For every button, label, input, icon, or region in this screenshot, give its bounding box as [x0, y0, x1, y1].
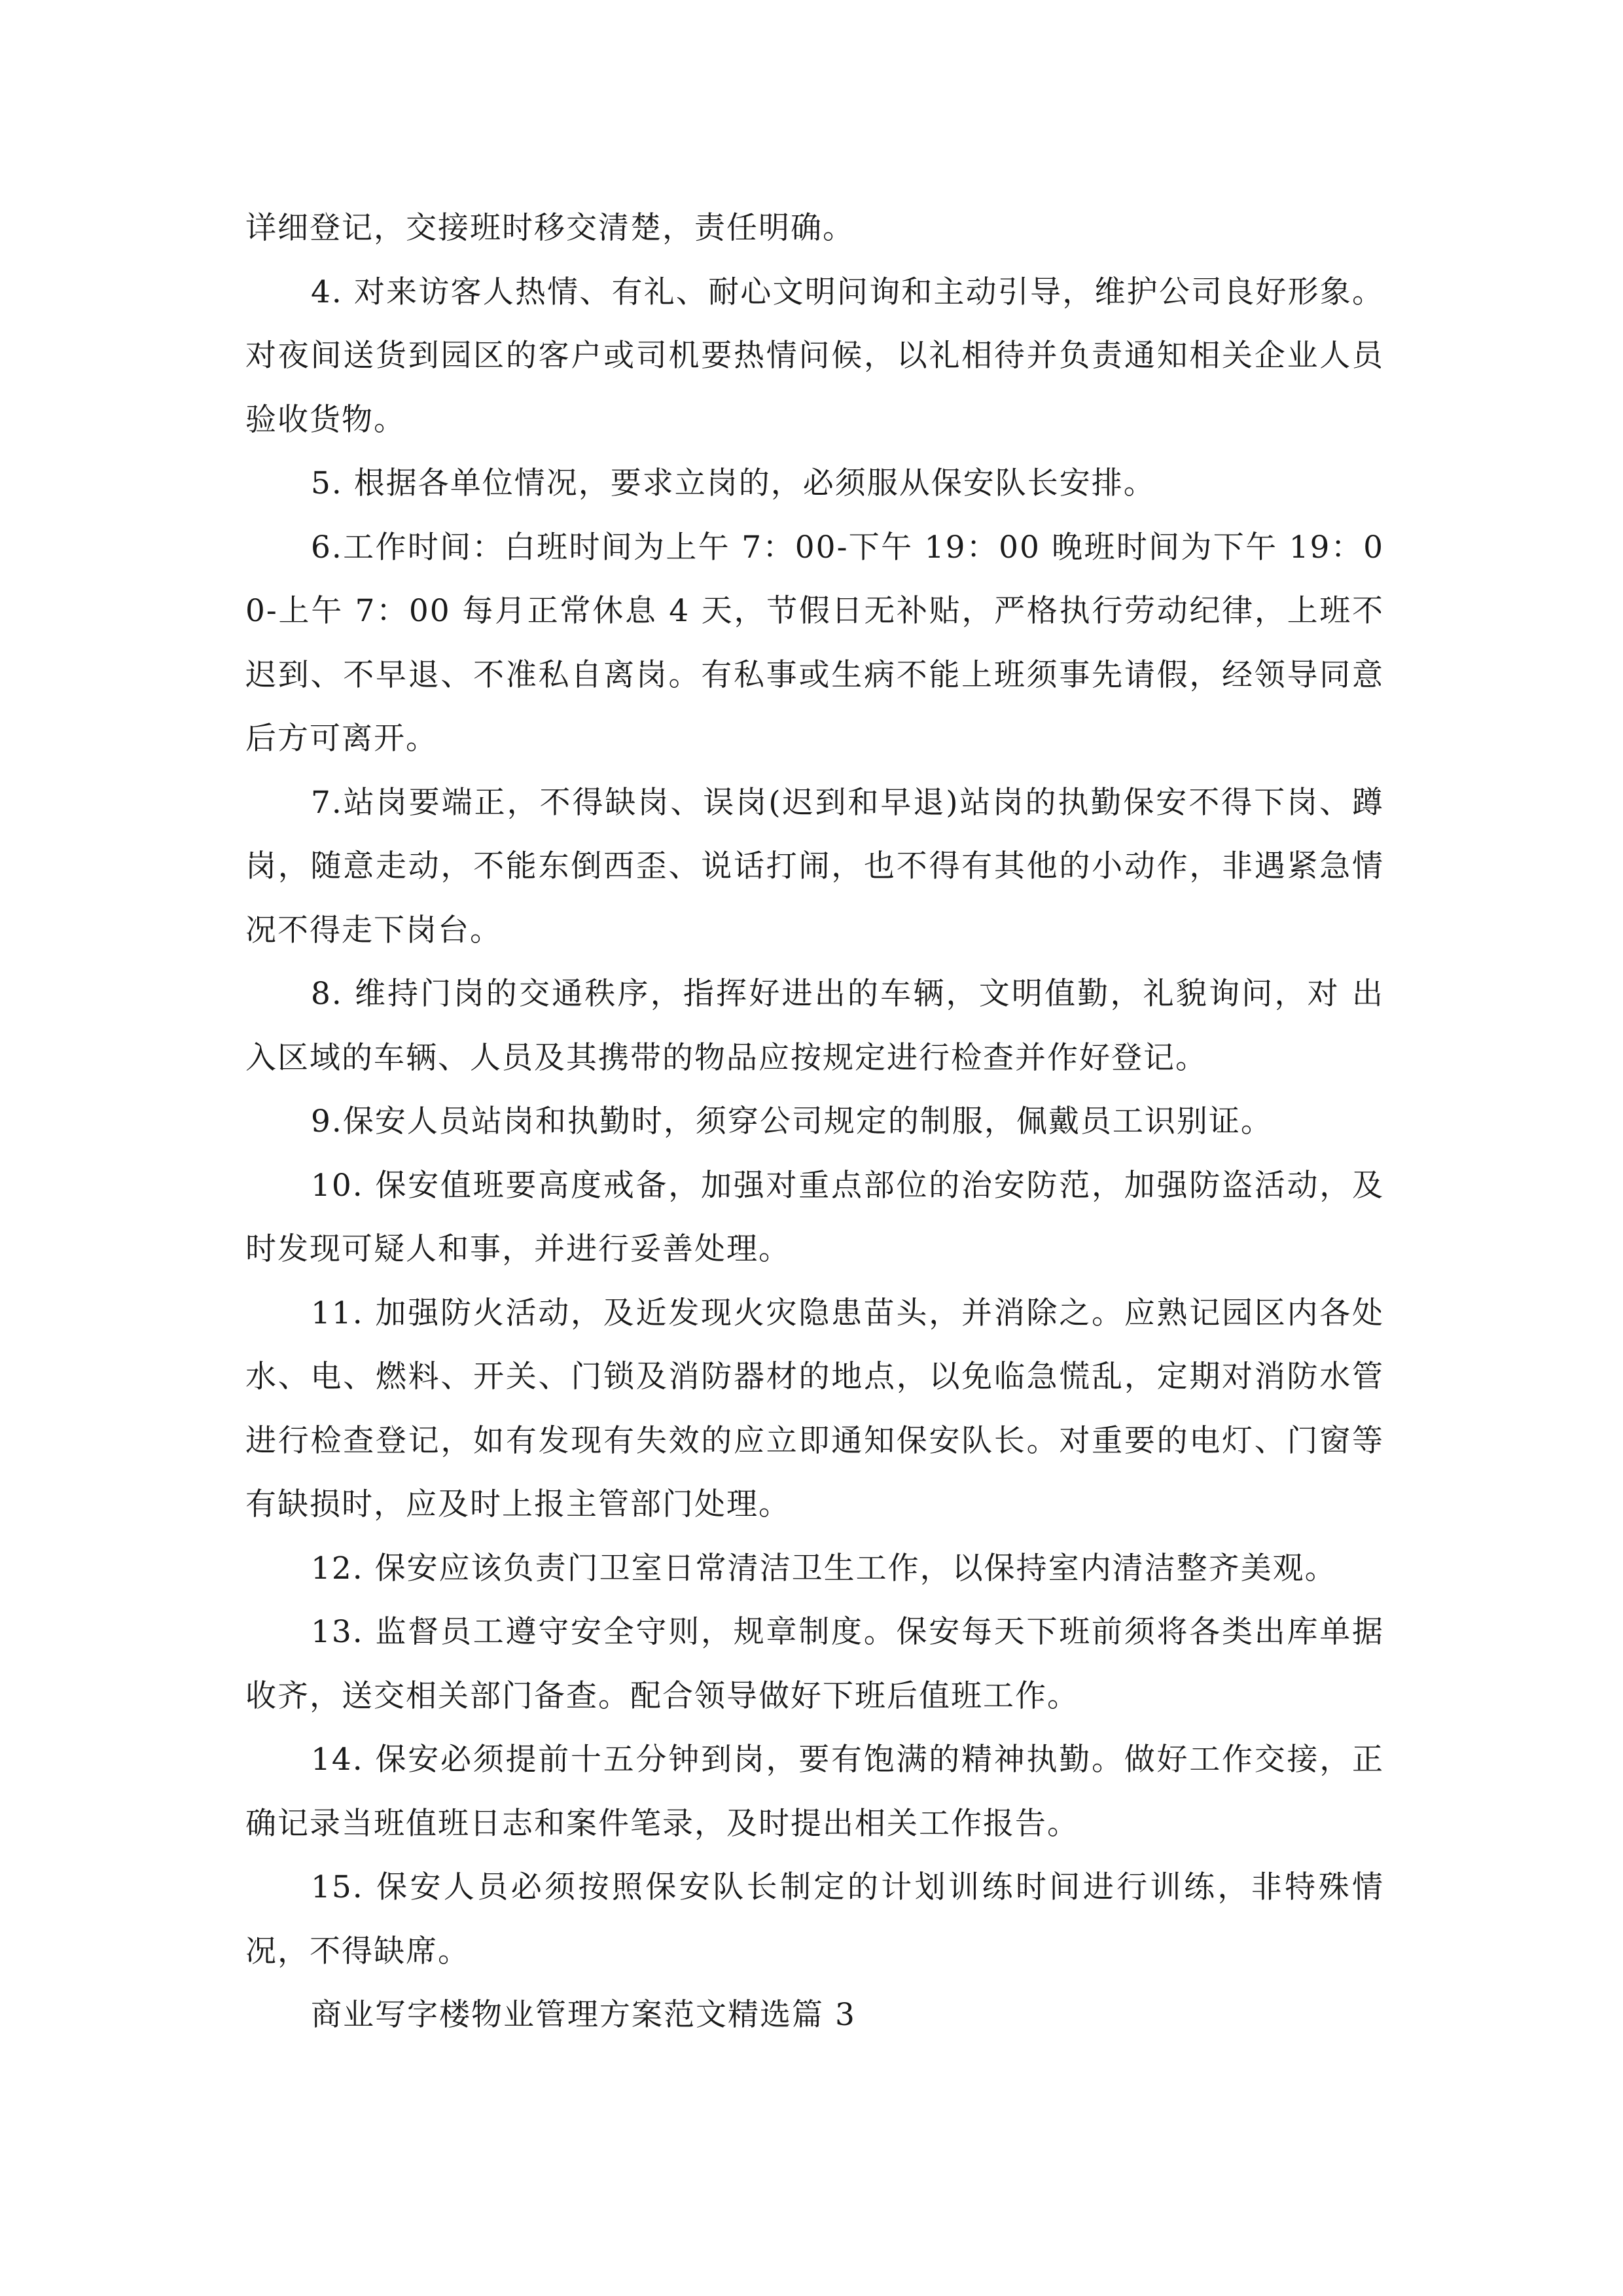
document-body — [245, 196, 1384, 2047]
paragraph-item-6: 6.工作时间：白班时间为上午 7：00-下午 19：00 晚班时间为下午 19：00-上午 7：00 每月正常休息 4 天，节假日无补贴，严格执行劳动纪律，上班不迟到、不早退、不准私自离岗。有私事或生病不能上班须事先请假，经领导同意后方可离开。 — [245, 529, 1384, 757]
paragraph-item-7: 7.站岗要端正，不得缺岗、误岗(迟到和早退)站岗的执勤保安不得下岗、蹲岗，随意走动，不能东倒西歪、说话打闹，也不得有其他的小动作，非遇紧急情况不得走下岗台。 — [245, 784, 1384, 948]
paragraph-item-8: 8. 维持门岗的交通秩序，指挥好进出的车辆，文明值勤，礼貌询问，对 出入区域的车辆、人员及其携带的物品应按规定进行检查并作好登记。 — [245, 976, 1384, 1076]
paragraph-continuation: 详细登记，交接班时移交清楚，责任明确。 — [245, 210, 855, 246]
paragraph-item-12: 12. 保安应该负责门卫室日常清洁卫生工作，以保持室内清洁整齐美观。 — [311, 1550, 1337, 1587]
paragraph-item-14: 14. 保安必须提前十五分钟到岗，要有饱满的精神执勤。做好工作交接，正确记录当班值班日志和案件笔录，及时提出相关工作报告。 — [245, 1742, 1384, 1842]
paragraph-item-4: 4. 对来访客人热情、有礼、耐心文明问询和主动引导，维护公司良好形象。对夜间送货到园区的客户或司机要热情问候，以礼相待并负责通知相关企业人员验收货物。 — [245, 274, 1384, 438]
paragraph-item-9: 9.保安人员站岗和执勤时，须穿公司规定的制服，佩戴员工识别证。 — [311, 1103, 1273, 1139]
paragraph-item-11: 11. 加强防火活动，及近发现火灾隐患苗头，并消除之。应熟记园区内各处水、电、燃料、开关、门锁及消防器材的地点，以免临急慌乱，定期对消防水管进行检查登记，如有发现有失效的应立即通知保安队长。对重要的电灯、门窗等有缺损时，应及时上报主管部门处理。 — [245, 1295, 1384, 1522]
paragraph-item-10: 10. 保安值班要高度戒备，加强对重点部位的治安防范，加强防盗活动，及时发现可疑人和事，并进行妥善处理。 — [245, 1167, 1384, 1267]
section-heading: 商业写字楼物业管理方案范文精选篇 3 — [311, 1997, 856, 2033]
paragraph-item-5: 5. 根据各单位情况，要求立岗的，必须服从保安队长安排。 — [311, 465, 1156, 501]
paragraph-item-15: 15. 保安人员必须按照保安队长制定的计划训练时间进行训练，非特殊情况，不得缺席。 — [245, 1869, 1384, 1969]
paragraph-item-13: 13. 监督员工遵守安全守则，规章制度。保安每天下班前须将各类出库单据收齐，送交相关部门备查。配合领导做好下班后值班工作。 — [245, 1614, 1384, 1714]
